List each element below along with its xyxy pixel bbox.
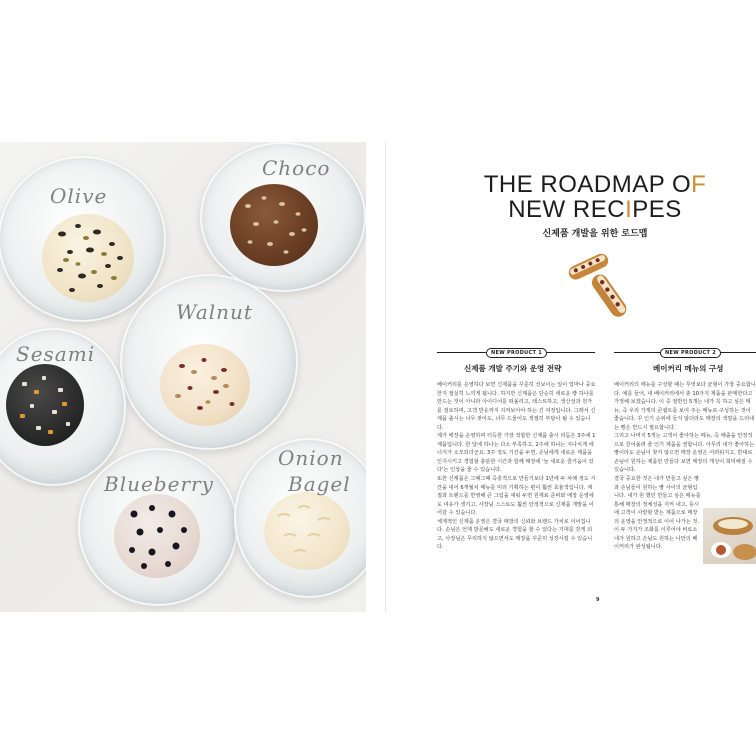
page-subtitle: 신제품 개발을 위한 로드맵 — [542, 229, 648, 239]
bread-thumbnail-photo — [703, 508, 756, 564]
bowl-sesame — [0, 328, 126, 486]
column-2-paragraph: 그리고 나머지 5개는 고객이 좋아하는 메뉴, 즉 매출을 안정적으로 끌어올려 줄 인기 제품을 권합니다. 아무리 내가 좋아하는 빵이라도 손님이 찾지 않으면 매장 운영은 어려워지고, 반대로 손님이 원하는 제품만 만들다 보면 매장의 개성이 희미해질 수 있습니다. — [614, 433, 755, 474]
title-line-1: THE ROADMAP OF — [483, 171, 707, 198]
column-1-paragraph: 체계적인 신제품 운영은 결국 매장의 신뢰와 브랜드 가치로 이어집니다. 손님은 언제 방문해도 새로운 경험을 할 수 있다는 기대를 갖게 되고, 사장님은 무리하지 않으면서도 매장을 꾸준히 성장시킬 수 있습니다. — [437, 518, 593, 551]
dough-bowls-photo — [0, 142, 366, 612]
eclair-illustration — [566, 250, 636, 320]
column-2-paragraph: 결국 중요한 것은 내가 만들고 싶은 빵과 손님들이 원하는 빵 사이의 균형입니다. 내가 원 했던 만들고 싶은 메뉴를 통해 매장의 정체성을 지켜 내고, 동시에 고객이 사랑할 받는 제품으로 매장의 운영을 안정적으로 이어 나가는 것. 이 두 가지가 조화를 이루어야 비로소 내가 원하고 손님도 원하는 나만의 베이커리가 완성됩니다. — [614, 476, 701, 551]
walnut-label: Walnut — [176, 300, 253, 324]
bowl-onion-bagel — [234, 438, 366, 598]
onion-label-line2: Bagel — [288, 472, 351, 496]
column-1-paragraph: 제가 매장을 운영하며 터득한 가장 적합한 신제품 출시 리듬은 3주에 1제품입니다. 한 달에 하나는 다소 부족하고, 2주에 하나는 지나치게 에너지가 소모되더군요. 3주 정도 기간을 두면, 손님에게 새로운 제품을 인지시키고 경험할 충분한 시간과 함께 매장에 '늘 새로운 즐거움이 있다'는 인상을 줄 수 있습니다. — [437, 433, 596, 474]
bowl-blueberry — [78, 448, 238, 606]
bread-thumbnail-art — [703, 508, 756, 564]
walnut-pieces — [160, 344, 250, 426]
choco-pieces — [230, 184, 318, 266]
column-1-body — [437, 381, 597, 552]
column-1-badge: NEW PRODUCT 1 — [486, 348, 547, 358]
olive-pieces — [42, 214, 134, 302]
bowl-olive — [0, 156, 166, 322]
title-line-2: NEW RECIPES — [508, 196, 682, 223]
olive-label: Olive — [50, 184, 108, 208]
onion-label-line1: Onion — [278, 446, 344, 470]
column-2-badge: NEW PRODUCT 2 — [660, 348, 721, 358]
column-1-paragraph: 또한 신제품은 그때그때 즉흥적으로 만들기보다 1년에 두 차례 정도 시간을 내어 6개월치 메뉴를 미리 기획하는 편이 훨씬 효율적입니다. 계절과 트렌드를 반영해 큰 그림을 세워 두면 원재료 준비와 매장 운영에도 여유가 생기고, 사장님 스스로도 훨씬 안정적으로 신제품 개발을 이어갈 수 있습니다. — [437, 476, 596, 517]
sesame-pieces — [6, 364, 84, 446]
choco-label: Choco — [262, 156, 331, 180]
bowl-choco — [200, 142, 366, 292]
book-gutter — [385, 142, 386, 612]
page-title — [430, 172, 756, 222]
blueberry-label: Blueberry — [104, 472, 214, 496]
bowl-walnut — [120, 274, 298, 450]
sesame-label: Sesami — [16, 342, 96, 366]
onion-pieces — [264, 492, 350, 570]
page-number: 9 — [596, 597, 600, 603]
column-2-heading: 베이커리 메뉴의 구성 — [653, 364, 724, 373]
column-1-heading: 신제품 개발 주기와 운영 전략 — [464, 364, 562, 373]
column-1-paragraph: 베이커리를 운영하다 보면 신제품을 꾸준히 선보이는 일이 얼마나 중요한지 절실히 느끼게 됩니다. 하지만 신제품은 단순히 새로운 빵 하나를 만드는 것이 아니라 아이디어를 떠올리고, 테스트하고, 생산성과 원가를 검토하며, 고객 반응까지 지켜보아야 하는 긴 여정입니다. 그래서 신제품 출시는 너무 잦아도, 너무 드물어도 적절히 부담이 될 수 있습니다. — [437, 382, 596, 431]
column-2-paragraph: 베이커리의 메뉴를 구성할 때는 무엇보다 균형이 가장 중요합니다. 예를 들어, 내 베이커리에서 총 10가지 제품을 판매한다고 가정해 보겠습니다. 이 중 절반인 5개는 내가 꼭 하고 싶은 메뉴, 즉 우리 가게의 콘셉트를 보여 주는 메뉴로 구성하는 것이 좋습니다. 꾸 인기 순위에 들지 않더라도 매장의 색깔을 드러내는 빵은 반드시 필요합니다. — [614, 382, 756, 431]
blueberry-pieces — [114, 494, 200, 578]
